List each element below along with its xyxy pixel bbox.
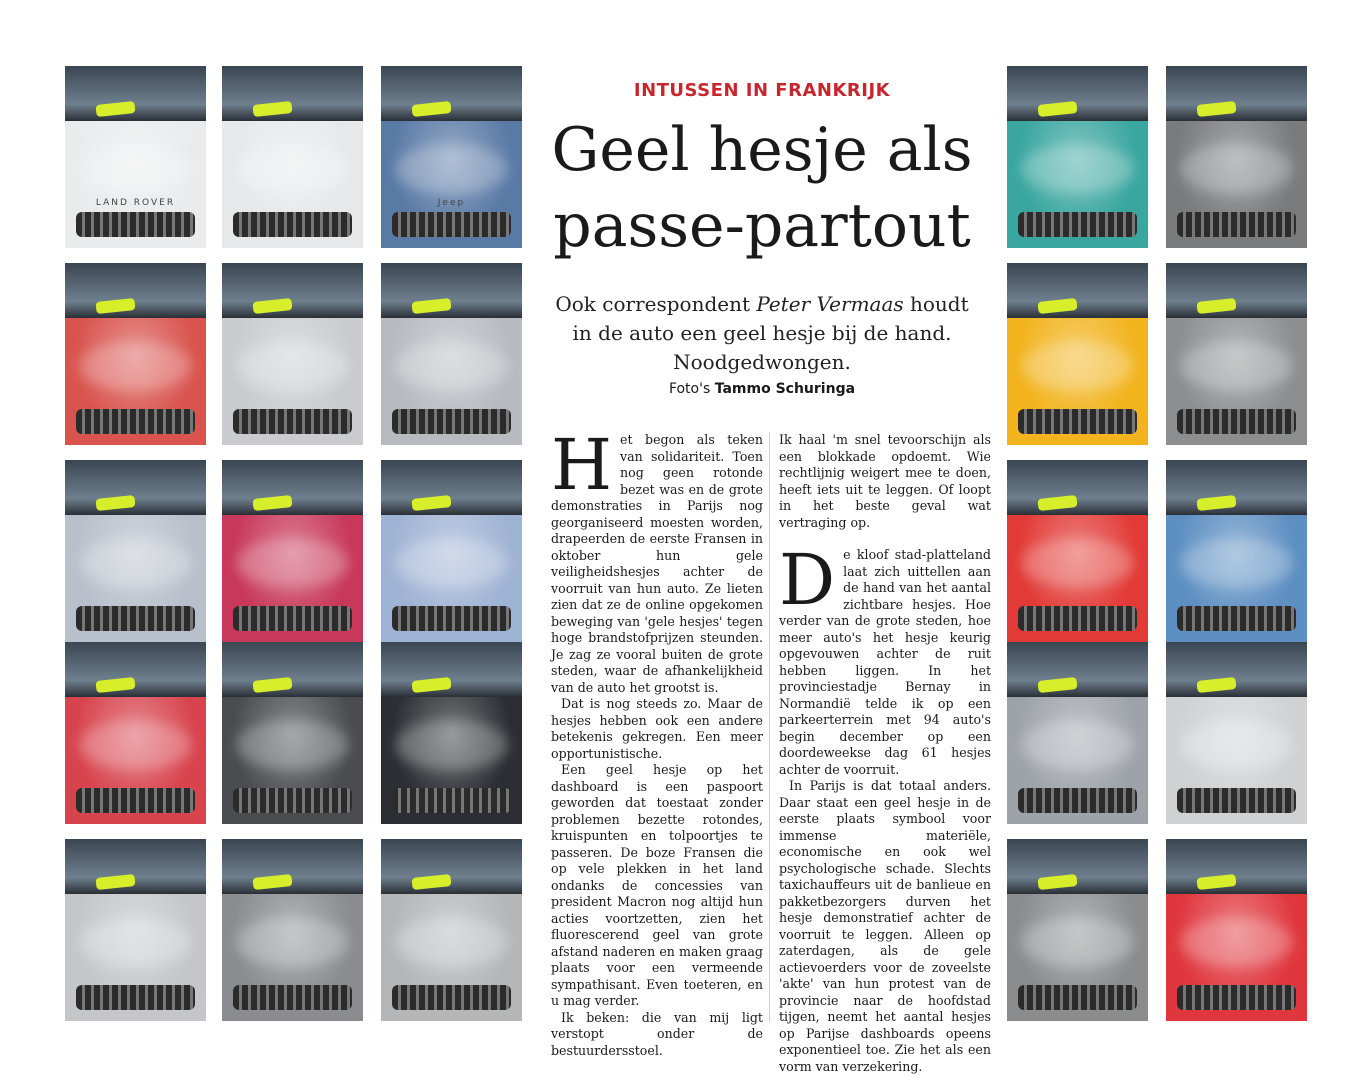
car-photo: [1007, 66, 1148, 248]
car-photo: [1007, 839, 1148, 1021]
body-paragraph: Een geel hesje op het dashboard is een paspoort geworden dat toestaat zonder problemen bezette rotondes, kruispunten en tolpoortjes te passeren. De boze Fransen die op vele plekken in het land ondanks de concessies van president Macron nog altijd hun acties voortzetten, zien het fluorescerend geel van grote afstand naderen en maken graag plaats voor een vermeende sympathisant. Even toeteren, en u mag verder.: [551, 762, 763, 1008]
drop-cap: H: [551, 424, 613, 506]
car-photo: [1007, 642, 1148, 824]
body-column-2: [779, 432, 991, 1075]
car-photo: [1007, 460, 1148, 642]
car-photo: [381, 263, 522, 445]
car-photo: [65, 460, 206, 642]
column-divider: [769, 432, 770, 1022]
car-photo: [1166, 460, 1307, 642]
drop-cap: D: [779, 539, 836, 621]
car-photo: Jeep: [381, 66, 522, 248]
car-photo: [1166, 66, 1307, 248]
body-paragraph: Ik haal 'm snel tevoorschijn als een blokkade opdoemt. Wie rechtlijnig weigert mee te doen, heeft iets uit te leggen. Of loopt in het beste geval wat vertraging op.: [779, 432, 991, 530]
body-paragraph: De kloof stad-platteland laat zich uittellen aan de hand van het aantal zichtbare hesjes. Hoe verder van de grote steden, hoe meer auto's het hesje keurig opgevouwen achter de ruit hebben liggen. In het provinciestadje Bernay in Normandië telde ik op een parkeerterrein met 94 auto's begin december op een doordeweekse dag 61 hesjes achter de voorruit.: [779, 539, 991, 777]
headline-line-2: passe-partout: [553, 191, 971, 261]
intro-text: [548, 290, 976, 377]
photographer-name: Tammo Schuringa: [714, 381, 856, 397]
body-paragraph: Ik beken: die van mij ligt verstopt onder de bestuurdersstoel.: [551, 1009, 763, 1058]
car-photo: [1007, 263, 1148, 445]
body-paragraph: Het begon als teken van solidariteit. Toen nog geen rotonde bezet was en de grote demonstraties in Parijs nog georganiseerd moesten worden, drapeerden de eerste Fransen in oktober hun gele veiligheidshesjes achter de voorruit van hun auto. Ze lieten zien dat ze de online opgekomen beweging van 'gele hesjes' tegen hoge brandstofprijzen steunden. Je zag ze vooral buiten de grote steden, waar de afhankelijkheid van de auto het grootst is.: [551, 424, 763, 695]
photo-credit-label: Foto's: [668, 381, 711, 397]
car-photo: [1166, 642, 1307, 824]
headline: [540, 112, 984, 264]
photo-credit: [557, 381, 967, 397]
car-photo: [381, 839, 522, 1021]
car-photo: [1166, 839, 1307, 1021]
section-kicker: INTUSSEN IN FRANKRIJK: [633, 80, 891, 101]
car-photo: [1166, 263, 1307, 445]
body-paragraph: Dat is nog steeds zo. Maar de hesjes hebben ook een andere betekenis gekregen. Een meer opportunistische.: [551, 696, 763, 761]
car-photo: [222, 839, 363, 1021]
intro-after: houdt in de auto een geel hesje bij de hand. Noodgedwongen.: [572, 292, 969, 374]
car-photo: [222, 66, 363, 248]
intro-author: Peter Vermaas: [756, 292, 904, 316]
car-photo: [222, 460, 363, 642]
car-photo: LAND ROVER: [65, 66, 206, 248]
body-paragraph: In Parijs is dat totaal anders. Daar staat een geel hesje in de eerste plaats symbool voor immense materiële, economische en ook wel psychologische schade. Slechts taxichauffeurs uit de banlieue en pakketbezorgers durven het hesje demonstratief achter de voorruit te leggen. Alleen op zaterdagen, als de gele actievoerders voor de zoveelste 'akte' van hun protest van de provincie naar de hoofdstad tijgen, neemt het aantal hesjes op Parijse dashboards opeens exponentieel toe. Zie het als een vorm van verzekering.: [779, 778, 991, 1074]
car-photo: [381, 460, 522, 642]
car-photo: [65, 839, 206, 1021]
car-photo: [222, 642, 363, 824]
body-column-1: [551, 424, 763, 1059]
car-photo: [222, 263, 363, 445]
intro-before: Ook correspondent: [555, 292, 757, 316]
car-photo: [65, 642, 206, 824]
car-photo: [381, 642, 522, 824]
car-photo: [65, 263, 206, 445]
headline-line-1: Geel hesje als: [551, 115, 973, 185]
